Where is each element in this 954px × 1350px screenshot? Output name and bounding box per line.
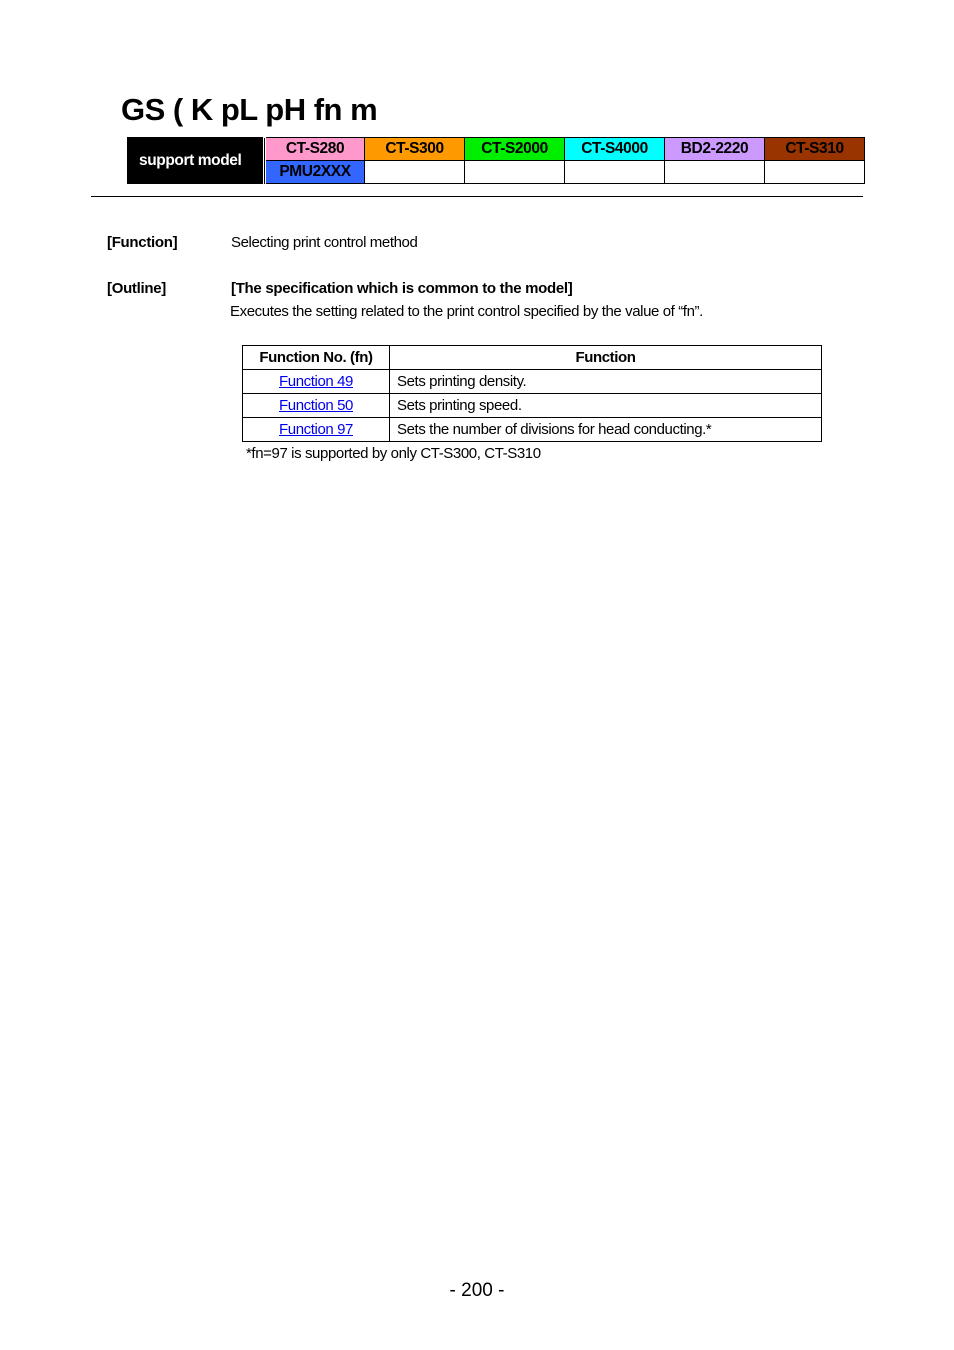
- function-desc-cell: Sets printing speed.: [390, 394, 822, 418]
- table-row: [243, 418, 822, 442]
- model-cell: [565, 161, 665, 184]
- page-title: GS ( K pL pH fn m: [121, 92, 378, 127]
- support-model-table: [127, 137, 865, 184]
- outline-heading: [The specification which is common to the model]: [231, 280, 573, 297]
- model-cell: [765, 161, 865, 184]
- function-50-link[interactable]: Function 50: [279, 397, 353, 414]
- model-cell: PMU2XXX: [265, 161, 365, 184]
- function-desc-cell: Sets the number of divisions for head conducting.*: [390, 418, 822, 442]
- function-label: [Function]: [107, 234, 178, 251]
- outline-label: [Outline]: [107, 280, 166, 297]
- function-49-link[interactable]: Function 49: [279, 373, 353, 390]
- function-table-header: [243, 346, 822, 370]
- support-row-1: [128, 138, 865, 161]
- function-desc-cell: Sets printing density.: [390, 370, 822, 394]
- page-number: - 200 -: [449, 1280, 505, 1301]
- support-model-label: support model: [128, 138, 265, 184]
- model-cell: [665, 161, 765, 184]
- function-no-cell: [243, 370, 390, 394]
- column-header-function: Function: [390, 346, 822, 370]
- function-no-cell: [243, 394, 390, 418]
- function-no-cell: [243, 418, 390, 442]
- table-row: [243, 394, 822, 418]
- model-cell: CT-S300: [365, 138, 465, 161]
- model-cell: BD2-2220: [665, 138, 765, 161]
- model-cell: [365, 161, 465, 184]
- outline-text: Executes the setting related to the print control specified by the value of “fn”.: [230, 303, 703, 320]
- model-cell: CT-S4000: [565, 138, 665, 161]
- function-table: [242, 345, 822, 442]
- header-divider: [91, 196, 863, 197]
- function-97-link[interactable]: Function 97: [279, 421, 353, 438]
- model-cell: CT-S280: [265, 138, 365, 161]
- footnote: *fn=97 is supported by only CT-S300, CT-S310: [246, 445, 541, 462]
- model-cell: CT-S310: [765, 138, 865, 161]
- column-header-function-no: Function No. (fn): [243, 346, 390, 370]
- model-cell: [465, 161, 565, 184]
- table-row: [243, 370, 822, 394]
- function-text: Selecting print control method: [231, 234, 418, 251]
- model-cell: CT-S2000: [465, 138, 565, 161]
